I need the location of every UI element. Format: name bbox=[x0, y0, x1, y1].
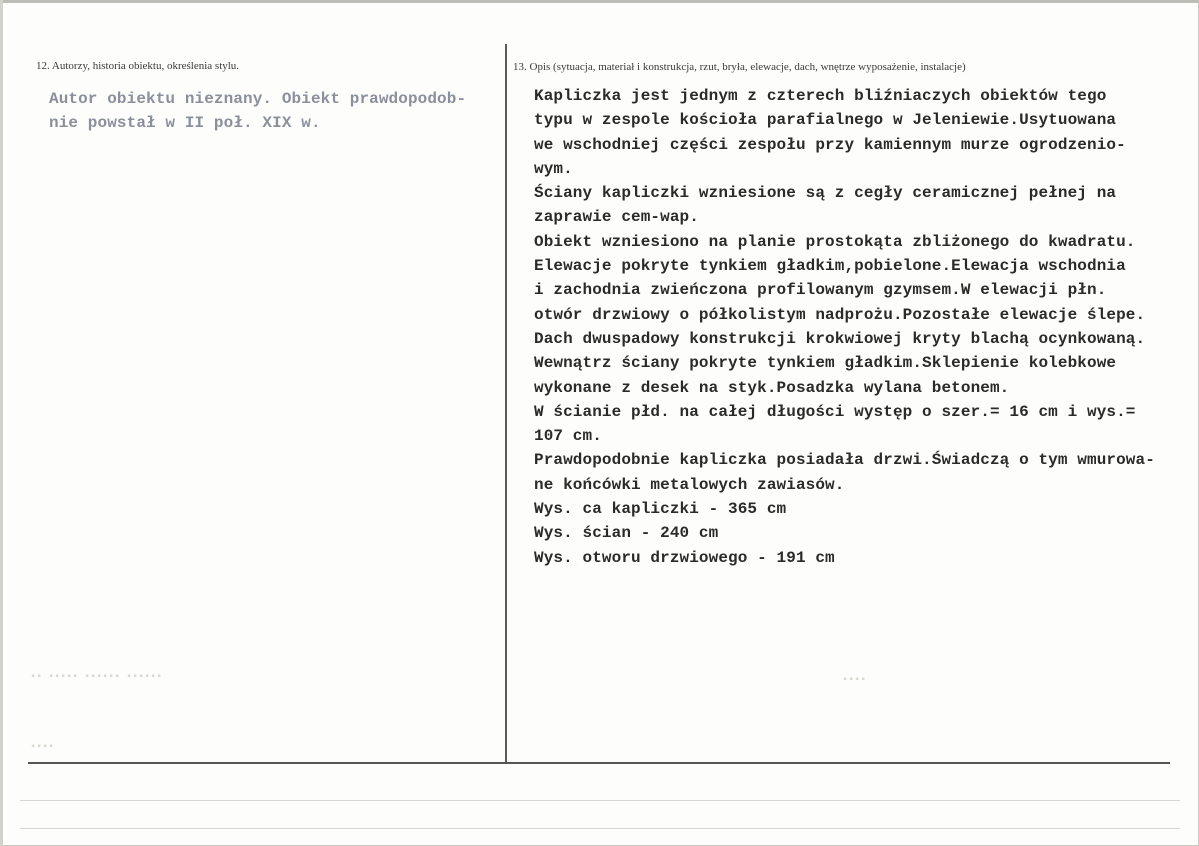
text-line: Wewnątrz ściany pokryte tynkiem gładkim.Sklepienie kolebkowe bbox=[534, 354, 1117, 373]
text-line: 107 cm. bbox=[534, 427, 602, 446]
text-line: typu w zespole kościoła parafialnego w Jeleniewie.Usytuowana bbox=[534, 111, 1117, 130]
text-line: wykonane z desek na styk.Posadzka wylana betonem. bbox=[534, 378, 1010, 397]
text-line: we wschodniej części zespołu przy kamiennym murze ogrodzenio- bbox=[534, 135, 1126, 154]
text-line: Wys. ścian - 240 cm bbox=[534, 524, 719, 543]
ghost-print: ▪▪▪▪ bbox=[30, 742, 55, 753]
text-line: Prawdopodobnie kapliczka posiadała drzwi.Świadczą o tym wmurowa- bbox=[534, 451, 1155, 470]
description-text bbox=[534, 84, 1155, 570]
faint-rule bbox=[20, 828, 1180, 829]
text-line: Wys. otworu drzwiowego - 191 cm bbox=[534, 548, 835, 567]
text-line: Autor obiektu nieznany. Obiekt prawdopodob- bbox=[49, 90, 467, 108]
text-line: ne końcówki metalowych zawiasów. bbox=[534, 475, 845, 494]
ghost-print: ▪▪ ▪▪▪▪▪ ▪▪▪▪▪▪ ▪▪▪▪▪▪ bbox=[30, 672, 163, 683]
section-12-heading: 12. Autorzy, historia obiektu, określenia stylu. bbox=[36, 60, 240, 72]
sheet-left-edge bbox=[0, 0, 3, 846]
ghost-print: ▪▪▪▪ bbox=[842, 675, 867, 686]
column-divider bbox=[505, 44, 507, 764]
text-line: zaprawie cem-wap. bbox=[534, 208, 699, 227]
text-line: Dach dwuspadowy konstrukcji krokwiowej kryty blachą ocynkowaną. bbox=[534, 329, 1146, 348]
text-line: otwór drzwiowy o półkolistym nadprożu.Pozostałe elewacje ślepe. bbox=[534, 305, 1146, 324]
text-line: Elewacje pokryte tynkiem gładkim,pobielone.Elewacja wschodnia bbox=[534, 257, 1126, 276]
text-line: Kapliczka jest jednym z czterech bliźniaczych obiektów tego bbox=[534, 87, 1107, 105]
sheet-top-edge bbox=[0, 0, 1199, 3]
text-line: nie powstał w II poł. XIX w. bbox=[49, 114, 321, 133]
text-line: wym. bbox=[534, 159, 573, 178]
text-line: Obiekt wzniesiono na planie prostokąta zbliżonego do kwadratu. bbox=[534, 232, 1136, 251]
text-line: i zachodnia zwieńczona profilowanym gzymsem.W elewacji płn. bbox=[534, 281, 1107, 300]
authors-history-text bbox=[49, 87, 466, 136]
faint-rule bbox=[20, 800, 1180, 801]
text-line: Wys. ca kapliczki - 365 cm bbox=[534, 500, 787, 519]
text-line: W ścianie płd. na całej długości występ o szer.= 16 cm i wys.= bbox=[534, 402, 1136, 421]
section-13-heading: 13. Opis (sytuacja, materiał i konstrukcja, rzut, bryła, elewacje, dach, wnętrze wyposażenie, instalacje) bbox=[513, 61, 966, 73]
text-line: Ściany kapliczki wzniesione są z cegły ceramicznej pełnej na bbox=[534, 184, 1117, 203]
bottom-rule bbox=[28, 762, 1170, 764]
